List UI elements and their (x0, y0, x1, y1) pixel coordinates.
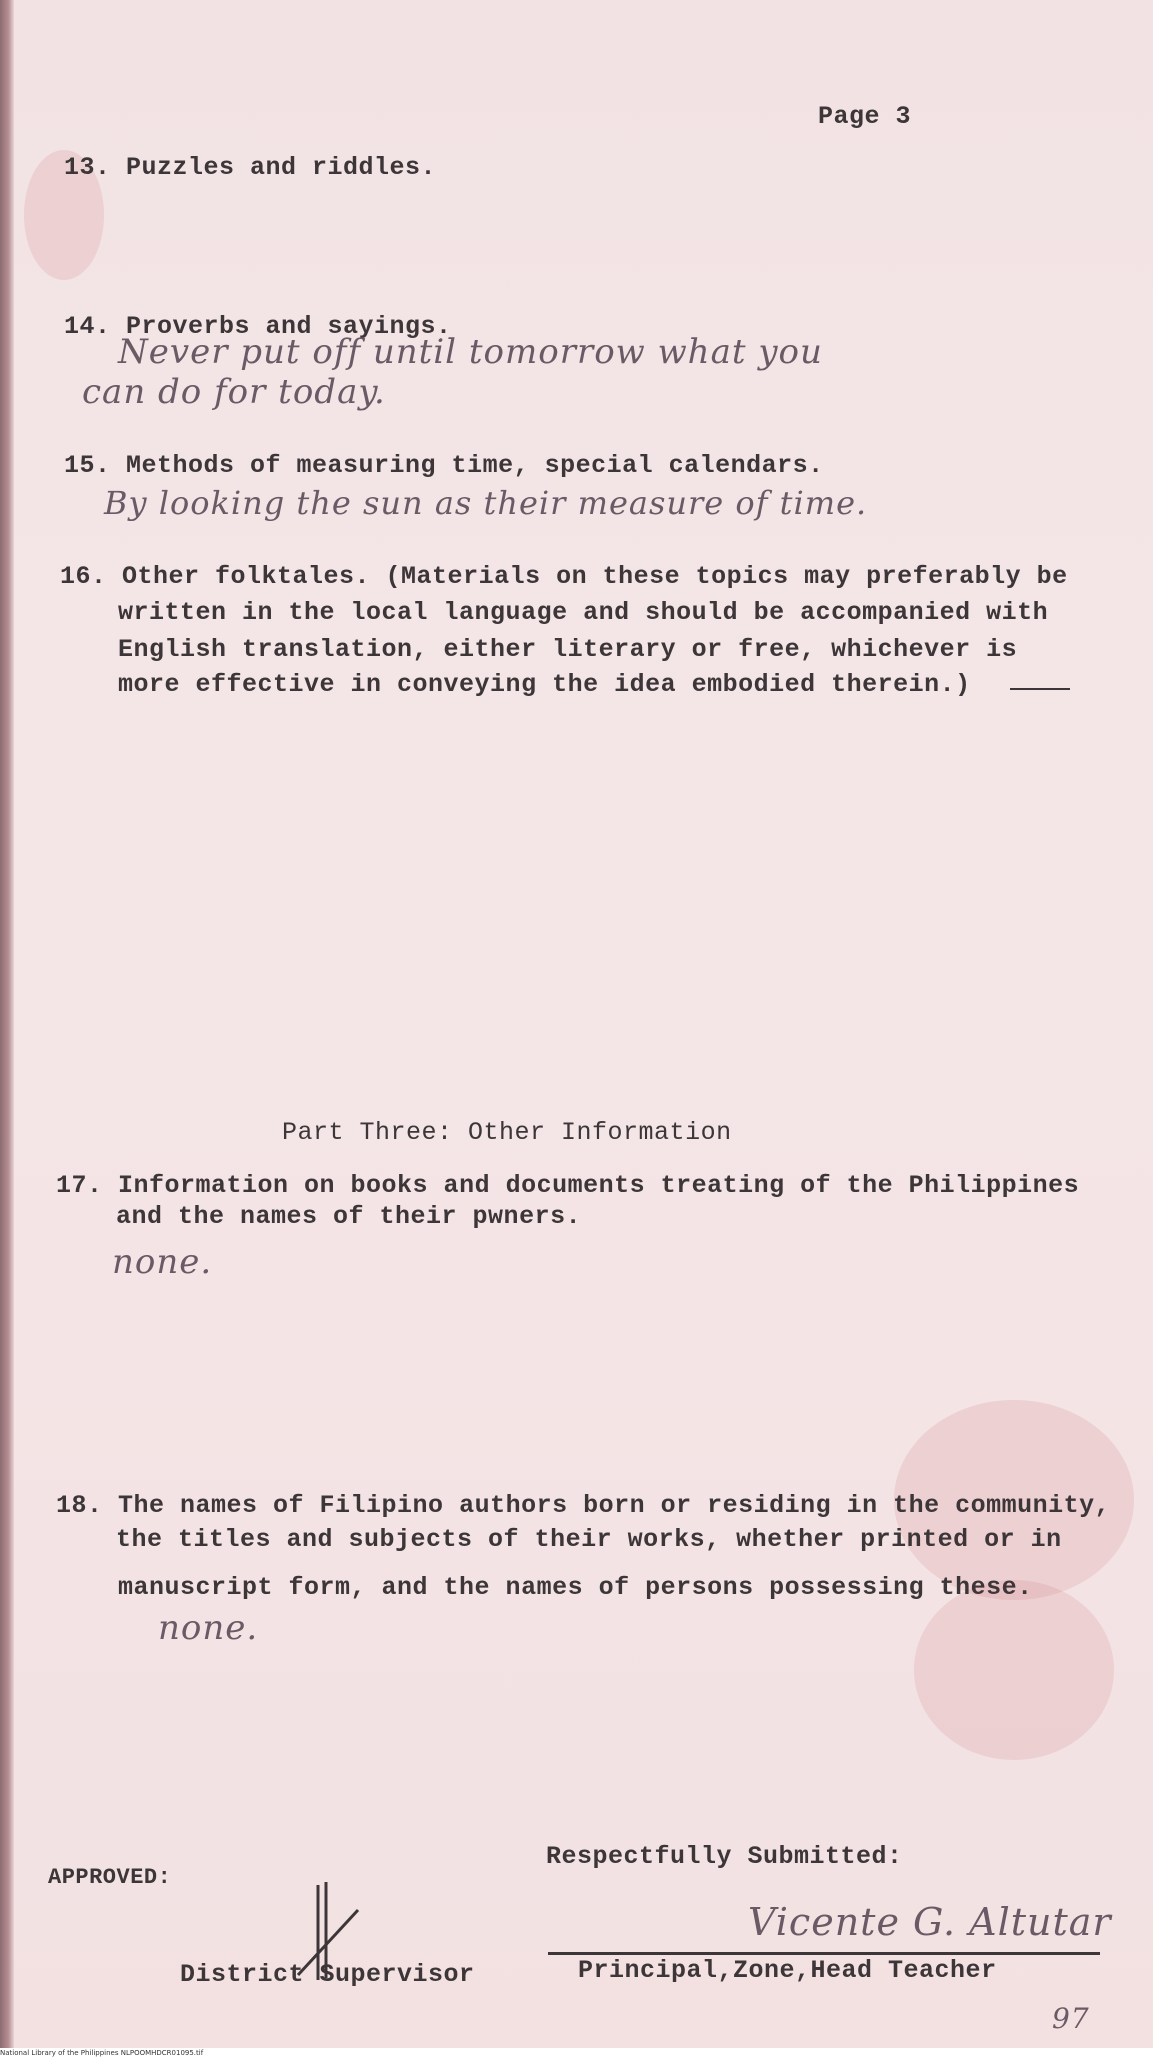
approved-label: APPROVED: (48, 1865, 172, 1890)
principal-signature: Vicente G. Altutar (748, 1900, 1112, 1944)
item-15-answer: By looking the sun as their measure of time. (104, 484, 868, 522)
district-supervisor-label: District Supervisor (180, 1960, 475, 1989)
signature-line (548, 1952, 1100, 1955)
item-17-line2: and the names of their pwners. (116, 1202, 582, 1231)
item-13-label: 13. Puzzles and riddles. (64, 153, 437, 182)
paper-stain (914, 1580, 1114, 1760)
item-14-answer-line2: can do for today. (82, 372, 386, 412)
item-14-label: 14. Proverbs and sayings. (64, 312, 452, 341)
item-15-label: 15. Methods of measuring time, special calendars. (64, 451, 824, 480)
respectfully-submitted: Respectfully Submitted: (546, 1842, 903, 1871)
page-mark: 97 (1052, 2002, 1090, 2035)
principal-title: Principal,Zone,Head Teacher (578, 1956, 997, 1985)
handwritten-dash (1010, 688, 1070, 690)
item-17-answer: none. (112, 1242, 213, 1282)
item-18-line2: the titles and subjects of their works, whether printed or in (116, 1525, 1062, 1554)
item-16-line3: English translation, either literary or free, whichever is (118, 635, 1018, 664)
item-18-line1: 18. The names of Filipino authors born or residing in the community, (56, 1491, 1111, 1520)
item-14-answer-line1: Never put off until tomorrow what you (118, 332, 823, 372)
item-18-line3: manuscript form, and the names of persons possessing these. (118, 1573, 1033, 1602)
page-number: Page 3 (818, 102, 912, 131)
item-18-answer: none. (158, 1608, 259, 1648)
part-three-heading: Part Three: Other Information (282, 1118, 732, 1147)
document-page (14, 0, 1153, 2048)
item-16-line2: written in the local language and should be accompanied with (118, 598, 1049, 627)
item-16-line4: more effective in conveying the idea embodied therein.) (118, 670, 971, 699)
scan-footer: National Library of the Philippines NLPOOMHDCR01095.tif (0, 2048, 1153, 2058)
page-binding (0, 0, 14, 2048)
item-17-line1: 17. Information on books and documents treating of the Philippines (56, 1171, 1080, 1200)
item-16-line1: 16. Other folktales. (Materials on these topics may preferably be (60, 562, 1068, 591)
